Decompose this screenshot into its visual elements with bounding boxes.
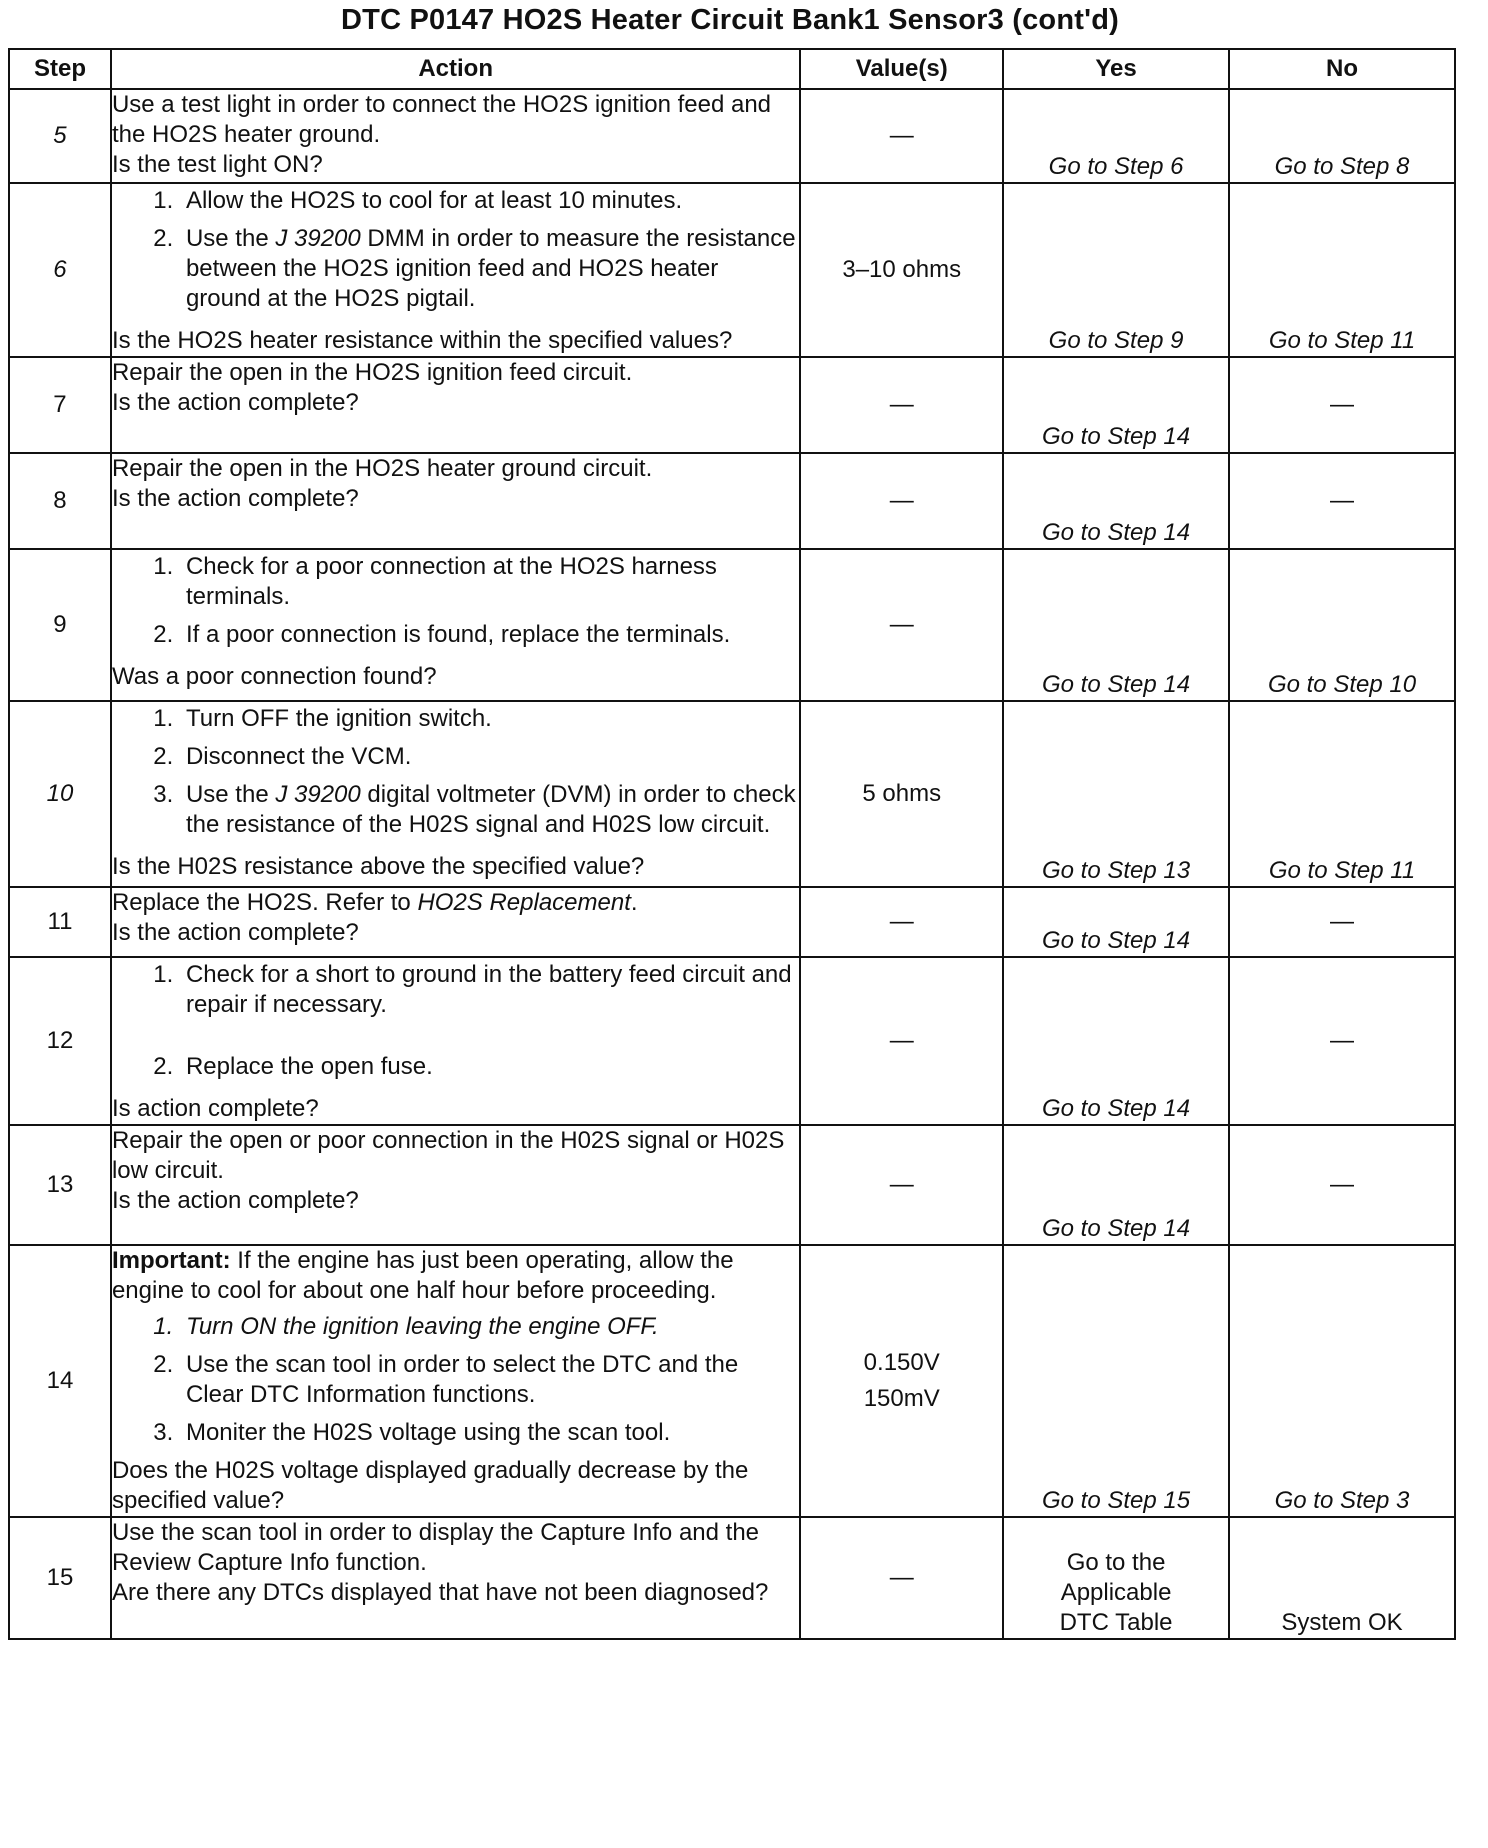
- action-step: 1. Allow the HO2S to cool for at least 10 minutes.: [180, 186, 799, 216]
- header-values: Value(s): [800, 49, 1003, 89]
- no-cell: —: [1229, 1125, 1455, 1245]
- action-question: Are there any DTCs displayed that have not been diagnosed?: [111, 1579, 769, 1606]
- step-number: 9: [9, 549, 111, 701]
- step-number: 13: [9, 1125, 111, 1245]
- yes-cell: Go to Step 14: [1003, 453, 1229, 549]
- value-millivolts: 150mV: [863, 1385, 940, 1412]
- no-cell: Go to Step 11: [1229, 183, 1455, 357]
- action-question: Is the HO2S heater resistance within the specified values?: [111, 327, 733, 354]
- action-cell: [111, 701, 800, 887]
- value-cell: —: [800, 357, 1003, 453]
- action-cell: [111, 549, 800, 701]
- table-row: [9, 357, 1455, 453]
- no-cell: —: [1229, 453, 1455, 549]
- action-step: 2. Replace the open fuse.: [180, 1052, 799, 1082]
- step-number: 5: [9, 89, 111, 183]
- action-question: Is the action complete?: [111, 389, 359, 416]
- action-step: 2. If a poor connection is found, replace the terminals.: [180, 620, 799, 650]
- action-step: 2. Disconnect the VCM.: [180, 742, 799, 772]
- header-no: No: [1229, 49, 1455, 89]
- value-cell: [800, 1245, 1003, 1517]
- no-cell: —: [1229, 957, 1455, 1125]
- value-volts: 0.150V: [863, 1349, 940, 1376]
- yes-cell: Go to Step 14: [1003, 1125, 1229, 1245]
- no-cell: —: [1229, 887, 1455, 957]
- header-action: Action: [111, 49, 800, 89]
- procedure-reference: HO2S Replacement: [417, 889, 631, 916]
- value-cell: —: [800, 549, 1003, 701]
- action-question: Is the test light ON?: [111, 151, 323, 178]
- action-question: Does the H02S voltage displayed gradually decrease by the specified value?: [111, 1457, 749, 1514]
- no-cell: System OK: [1229, 1517, 1455, 1639]
- step-number: 11: [9, 887, 111, 957]
- important-label: Important:: [111, 1247, 231, 1274]
- action-text: Repair the open in the HO2S heater ground circuit.: [111, 455, 653, 482]
- action-cell: [111, 183, 800, 357]
- yes-cell: Go to Step 14: [1003, 549, 1229, 701]
- action-cell: [111, 357, 800, 453]
- value-cell: —: [800, 1125, 1003, 1245]
- action-text: Replace the HO2S. Refer to HO2S Replacement.: [111, 889, 638, 916]
- step-number: 7: [9, 357, 111, 453]
- yes-cell: Go to Step 14: [1003, 957, 1229, 1125]
- tool-reference: J 39200: [275, 781, 361, 808]
- action-step: 3. Use the J 39200 digital voltmeter (DVM) in order to check the resistance of the H02S signal and H02S low circuit.: [180, 780, 799, 840]
- action-cell: [111, 887, 800, 957]
- action-text: Repair the open in the HO2S ignition feed circuit.: [111, 359, 633, 386]
- action-step: 2. Use the J 39200 DMM in order to measure the resistance between the HO2S ignition feed and HO2S heater ground at the HO2S pigtail.: [180, 224, 799, 314]
- action-cell: [111, 89, 800, 183]
- action-cell: [111, 453, 800, 549]
- action-steps: [112, 960, 799, 1090]
- action-question: Is the action complete?: [111, 919, 359, 946]
- header-yes: Yes: [1003, 49, 1229, 89]
- tool-reference: J 39200: [275, 225, 361, 252]
- action-question: Is the action complete?: [111, 1187, 359, 1214]
- yes-cell: Go to Step 6: [1003, 89, 1229, 183]
- step-number: 15: [9, 1517, 111, 1639]
- value-cell: —: [800, 453, 1003, 549]
- yes-cell: Go to Step 14: [1003, 887, 1229, 957]
- no-cell: Go to Step 8: [1229, 89, 1455, 183]
- table-row: [9, 1517, 1455, 1639]
- important-note: Important: If the engine has just been operating, allow the engine to cool for about one half hour before proceeding.: [111, 1247, 734, 1304]
- table-row: [9, 701, 1455, 887]
- step-number: 12: [9, 957, 111, 1125]
- table-row: [9, 1125, 1455, 1245]
- yes-cell: Go to Step 13: [1003, 701, 1229, 887]
- step-number: 8: [9, 453, 111, 549]
- action-question: Was a poor connection found?: [111, 663, 437, 690]
- action-step: 3. Moniter the H02S voltage using the scan tool.: [180, 1418, 799, 1448]
- action-steps: [112, 186, 799, 322]
- table-row: [9, 453, 1455, 549]
- table-row: [9, 1245, 1455, 1517]
- action-question: Is the action complete?: [111, 485, 359, 512]
- value-cell: 3–10 ohms: [800, 183, 1003, 357]
- yes-cell: Go to Step 9: [1003, 183, 1229, 357]
- no-cell: —: [1229, 357, 1455, 453]
- action-cell: [111, 1245, 800, 1517]
- diagnostic-table: [8, 48, 1456, 1640]
- value-cell: —: [800, 957, 1003, 1125]
- action-steps: [112, 552, 799, 658]
- yes-cell: Go to Step 15: [1003, 1245, 1229, 1517]
- table-row: [9, 957, 1455, 1125]
- step-number: 10: [9, 701, 111, 887]
- action-step: 1. Check for a short to ground in the battery feed circuit and repair if necessary.: [180, 960, 799, 1020]
- table-row: [9, 183, 1455, 357]
- action-cell: [111, 1125, 800, 1245]
- action-step: 2. Use the scan tool in order to select the DTC and the Clear DTC Information functions.: [180, 1350, 799, 1410]
- step-number: 14: [9, 1245, 111, 1517]
- table-header-row: [9, 49, 1455, 89]
- action-steps: [112, 704, 799, 848]
- table-row: [9, 89, 1455, 183]
- no-cell: Go to Step 3: [1229, 1245, 1455, 1517]
- yes-cell: Go to the Applicable DTC Table: [1003, 1517, 1229, 1639]
- page-title: DTC P0147 HO2S Heater Circuit Bank1 Sensor3 (cont'd): [341, 4, 1119, 36]
- value-cell: —: [800, 887, 1003, 957]
- action-text: Repair the open or poor connection in the H02S signal or H02S low circuit.: [111, 1127, 785, 1184]
- no-cell: Go to Step 11: [1229, 701, 1455, 887]
- header-step: Step: [9, 49, 111, 89]
- action-steps: [112, 1312, 799, 1448]
- action-step: 1. Check for a poor connection at the HO2S harness terminals.: [180, 552, 799, 612]
- no-cell: Go to Step 10: [1229, 549, 1455, 701]
- action-cell: [111, 957, 800, 1125]
- action-question: Is the H02S resistance above the specified value?: [111, 853, 645, 880]
- table-row: [9, 887, 1455, 957]
- action-question: Is action complete?: [111, 1095, 319, 1122]
- value-cell: —: [800, 89, 1003, 183]
- action-text: Use the scan tool in order to display the Capture Info and the Review Capture Info function.: [111, 1519, 760, 1576]
- step-number: 6: [9, 183, 111, 357]
- action-text: Use a test light in order to connect the HO2S ignition feed and the HO2S heater ground.: [111, 91, 772, 148]
- action-step: 1. Turn OFF the ignition switch.: [180, 704, 799, 734]
- value-cell: —: [800, 1517, 1003, 1639]
- action-step: 1. Turn ON the ignition leaving the engine OFF.: [180, 1312, 799, 1342]
- yes-cell: Go to Step 14: [1003, 357, 1229, 453]
- action-cell: [111, 1517, 800, 1639]
- table-row: [9, 549, 1455, 701]
- value-cell: 5 ohms: [800, 701, 1003, 887]
